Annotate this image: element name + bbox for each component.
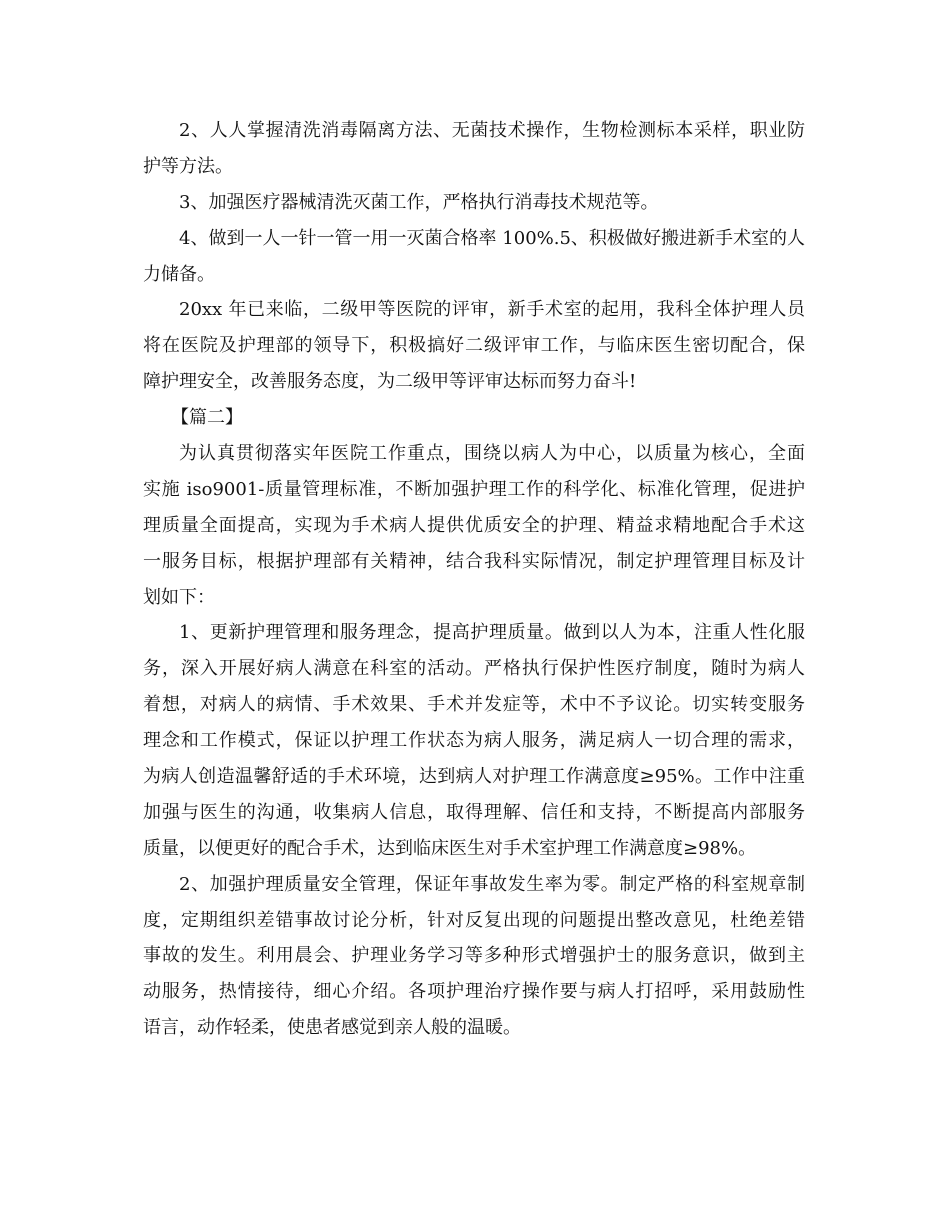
- paragraph-intro: [143, 436, 805, 615]
- text-line: 理念和工作模式，保证以护理工作状态为病人服务，满足病人一切合理的需求，: [143, 730, 805, 752]
- text-line: 将在医院及护理部的领导下，积极搞好二级评审工作，与临床医生密切配合，保: [143, 335, 805, 357]
- text-line: 加强与医生的沟通，收集病人信息，取得理解、信任和支持，不断提高内部服务: [143, 801, 805, 823]
- paragraph-item-2: [143, 113, 805, 185]
- text-line: 4、做到一人一针一管一用一灭菌合格率 100%.5、积极做好搬进新手术室的人: [179, 227, 805, 249]
- text-line: 事故的发生。利用晨会、护理业务学习等多种形式增强护士的服务意识，做到主: [143, 945, 805, 967]
- text-line: 为认真贯彻落实年医院工作重点，围绕以病人为中心，以质量为核心，全面: [179, 443, 805, 465]
- text-line: 障护理安全，改善服务态度，为二级甲等评审达标而努力奋斗!: [143, 371, 637, 393]
- text-line: 力储备。: [143, 263, 215, 285]
- section-heading: [143, 400, 805, 436]
- text-line: 2、加强护理质量安全管理，保证年事故发生率为零。制定严格的科室规章制: [179, 873, 805, 895]
- text-line: 着想，对病人的病情、手术效果、手术并发症等，术中不予议论。切实转变服务: [143, 694, 805, 716]
- paragraph-goal-2: [143, 867, 805, 1046]
- text-line: 划如下：: [143, 586, 215, 608]
- text-line: 质量，以便更好的配合手术，达到临床医生对手术室护理工作满意度≥98%。: [143, 837, 757, 859]
- text-line: 20xx 年已来临，二级甲等医院的评审，新手术室的起用，我科全体护理人员: [179, 299, 805, 321]
- text-line: 度，定期组织差错事故讨论分析，针对反复出现的问题提出整改意见，杜绝差错: [143, 909, 805, 931]
- text-line: 动服务，热情接待，细心介绍。各项护理治疗操作要与病人打招呼，采用鼓励性: [143, 981, 805, 1003]
- text-line: 语言，动作轻柔，使患者感觉到亲人般的温暖。: [143, 1017, 521, 1039]
- paragraph-closing: [143, 292, 805, 400]
- section-heading-text: 【篇二】: [171, 407, 243, 429]
- text-line: 实施 iso9001-质量管理标准，不断加强护理工作的科学化、标准化管理，促进护: [143, 478, 805, 500]
- text-line: 3、加强医疗器械清洗灭菌工作，严格执行消毒技术规范等。: [179, 191, 659, 213]
- paragraph-item-3: [143, 185, 805, 221]
- text-line: 护等方法。: [143, 155, 233, 177]
- text-line: 2、人人掌握清洗消毒隔离方法、无菌技术操作，生物检测标本采样，职业防: [179, 120, 805, 141]
- text-line: 一服务目标，根据护理部有关精神，结合我科实际情况，制定护理管理目标及计: [143, 550, 805, 572]
- document-body: [143, 113, 805, 1046]
- text-line: 理质量全面提高，实现为手术病人提供优质安全的护理、精益求精地配合手术这: [143, 514, 805, 536]
- text-line: 务，深入开展好病人满意在科室的活动。严格执行保护性医疗制度，随时为病人: [143, 658, 805, 680]
- paragraph-goal-1: [143, 615, 805, 866]
- text-line: 1、更新护理管理和服务理念，提高护理质量。做到以人为本，注重人性化服: [179, 622, 805, 644]
- paragraph-item-4: [143, 221, 805, 293]
- text-line: 为病人创造温馨舒适的手术环境，达到病人对护理工作满意度≥95%。工作中注重: [143, 766, 805, 788]
